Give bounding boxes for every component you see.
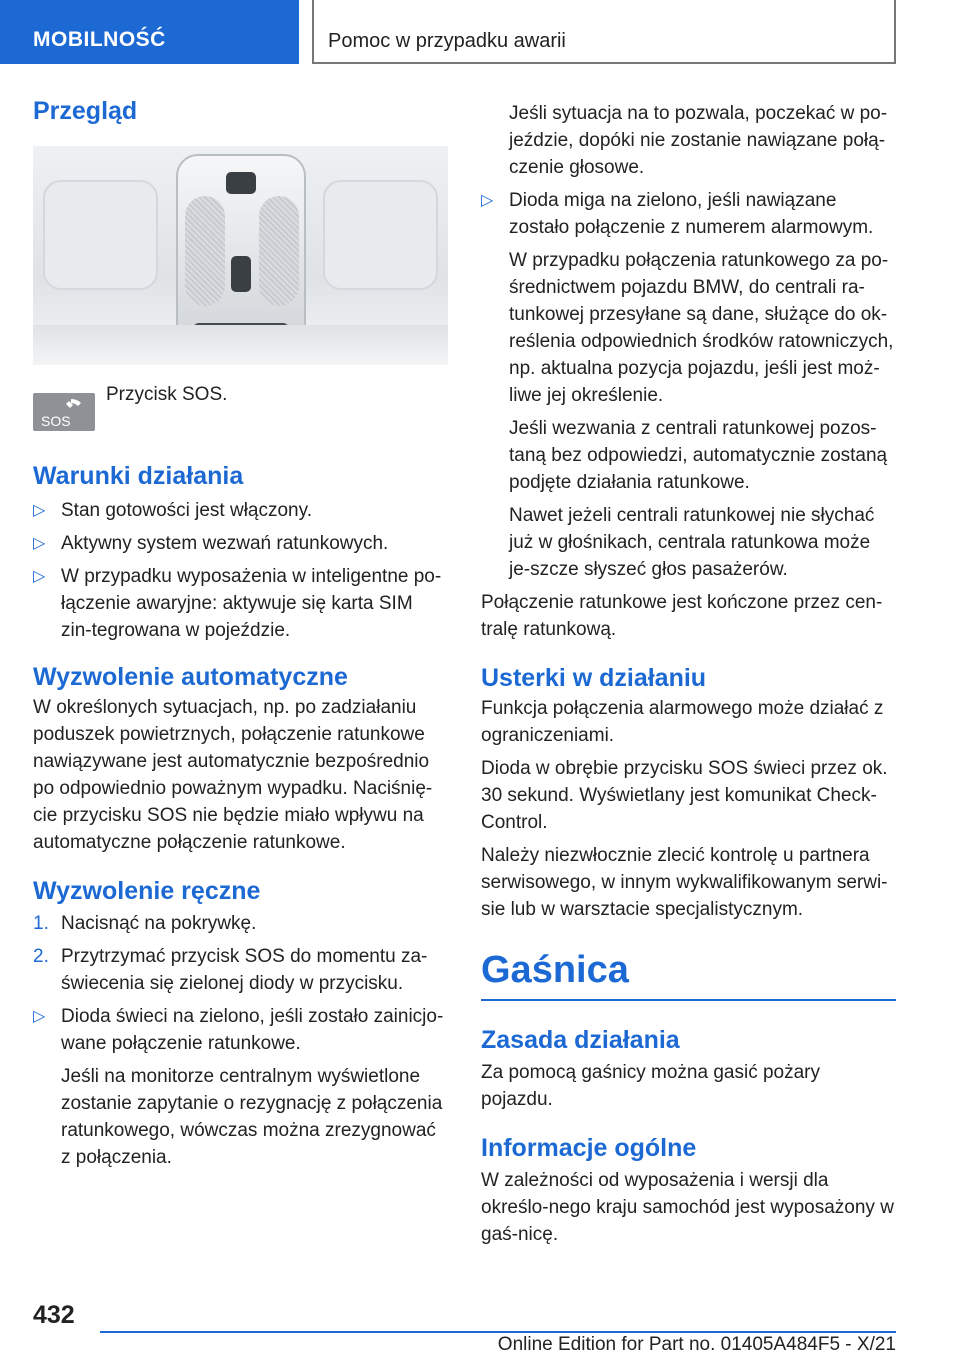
faults-text-2: Dioda w obrębie przycisku SOS świeci przez ok. 30 sekund. Wyświetlany jest komunikat Check-Control. bbox=[481, 758, 888, 833]
page-header bbox=[0, 0, 960, 66]
triangle-bullet-icon: ▷ bbox=[481, 192, 494, 209]
sos-legend bbox=[33, 381, 448, 461]
left-column bbox=[33, 96, 448, 1171]
heading-automatic: Wyzwolenie automatyczne bbox=[33, 663, 348, 691]
step-item: 2. Przytrzymać przycisk SOS do momentu za-świecenia się zielonej diody w przycisku. bbox=[33, 946, 428, 994]
list-item: ▷ Aktywny system wezwań ratunkowych. bbox=[33, 530, 448, 557]
footer-rule bbox=[100, 1331, 896, 1333]
heading-manual: Wyzwolenie ręczne bbox=[33, 877, 261, 905]
step-item: 1. Nacisnąć na pokrywkę. bbox=[33, 913, 257, 934]
automatic-text: W określonych sytuacjach, np. po zadziałaniu poduszek powietrznych, połączenie ratunkowe nawiązywane jest automatycznie bezpośrednio po odpowiednio poważnym wypadku. Naciśnię-cie przycisku SOS nie będzie miało wpływu na automatyczne połączenie ratunkowe. bbox=[33, 697, 433, 853]
triangle-bullet-icon: ▷ bbox=[33, 1008, 46, 1025]
data-transfer-note: W przypadku połączenia ratunkowego za po-średnictwem pojazdu BMW, do centrali ra-tunkowej przesyłane są dane, służące do ok-reślenia odpowiednich środków ratowniczych, np. aktualna pozycja pojazdu, jeśli jest moż-liwe jej określenie. bbox=[509, 250, 894, 406]
heading-overview: Przegląd bbox=[33, 97, 138, 125]
speakers-note: Nawet jeżeli centrali ratunkowej nie słychać już w głośnikach, centrala ratunkowa może je-szcze słyszeć głos pasażerów. bbox=[509, 505, 875, 580]
heading-extinguisher: Gaśnica bbox=[481, 949, 629, 991]
overhead-console-image bbox=[33, 146, 448, 365]
list-item: ▷ Dioda miga na zielono, jeśli nawiązane zostało połączenie z numerem alarmowym. bbox=[481, 187, 896, 241]
faults-text-1: Funkcja połączenia alarmowego może działać z ograniczeniami. bbox=[481, 698, 884, 746]
no-answer-note: Jeśli wezwania z centrali ratunkowej pozos-taną bez odpowiedzi, automatycznie zostaną podjęte działania ratunkowe. bbox=[509, 418, 888, 493]
sos-button-icon bbox=[33, 393, 95, 431]
edition-text: Online Edition for Part no. 01405A484F5 - X/21 bbox=[497, 1334, 896, 1355]
svg-text:SOS: SOS bbox=[41, 413, 71, 429]
heading-faults: Usterki w działaniu bbox=[481, 664, 707, 692]
heading-conditions: Warunki działania bbox=[33, 462, 244, 490]
sos-caption: Przycisk SOS. bbox=[106, 384, 228, 405]
faults-text-3: Należy niezwłocznie zlecić kontrolę u partnera serwisowego, w innym wykwalifikowanym serwi-sie lub w warsztacie specjalistycznym. bbox=[481, 845, 888, 920]
manual-note: Jeśli na monitorze centralnym wyświetlone zostanie zapytanie o rezygnację z połączenia ratunkowego, wówczas można zrezygnować z połączenia. bbox=[61, 1066, 443, 1168]
principle-text: Za pomocą gaśnicy można gasić pożary pojazdu. bbox=[481, 1062, 820, 1110]
list-item: ▷ Dioda świeci na zielono, jeśli zostało zainicjo-wane połączenie ratunkowe. bbox=[33, 1003, 448, 1057]
list-item: ▷ Stan gotowości jest włączony. bbox=[33, 497, 448, 524]
heading-general: Informacje ogólne bbox=[481, 1134, 697, 1162]
wait-note: Jeśli sytuacja na to pozwala, poczekać w po-jeździe, dopóki nie zostanie nawiązane połą-czenie głosowe. bbox=[509, 103, 888, 178]
triangle-bullet-icon: ▷ bbox=[33, 568, 46, 585]
section-tab[interactable]: MOBILNOŚĆ bbox=[0, 0, 299, 64]
triangle-bullet-icon: ▷ bbox=[33, 535, 46, 552]
right-column bbox=[481, 96, 896, 1248]
end-call-text: Połączenie ratunkowe jest kończone przez cen-tralę ratunkową. bbox=[481, 592, 883, 640]
list-item: ▷ W przypadku wyposażenia w inteligentne po-łączenie awaryjne: aktywuje się karta SIM zin-tegrowana w pojeździe. bbox=[33, 563, 448, 644]
page-number: 432 bbox=[33, 1301, 75, 1329]
heading-principle: Zasada działania bbox=[481, 1026, 680, 1054]
section-rule bbox=[481, 999, 896, 1001]
chapter-title: Pomoc w przypadku awarii bbox=[312, 0, 896, 64]
triangle-bullet-icon: ▷ bbox=[33, 502, 46, 519]
general-text: W zależności od wyposażenia i wersji dla określo-nego kraju samochód jest wyposażony w gaś-nicę. bbox=[481, 1170, 894, 1245]
